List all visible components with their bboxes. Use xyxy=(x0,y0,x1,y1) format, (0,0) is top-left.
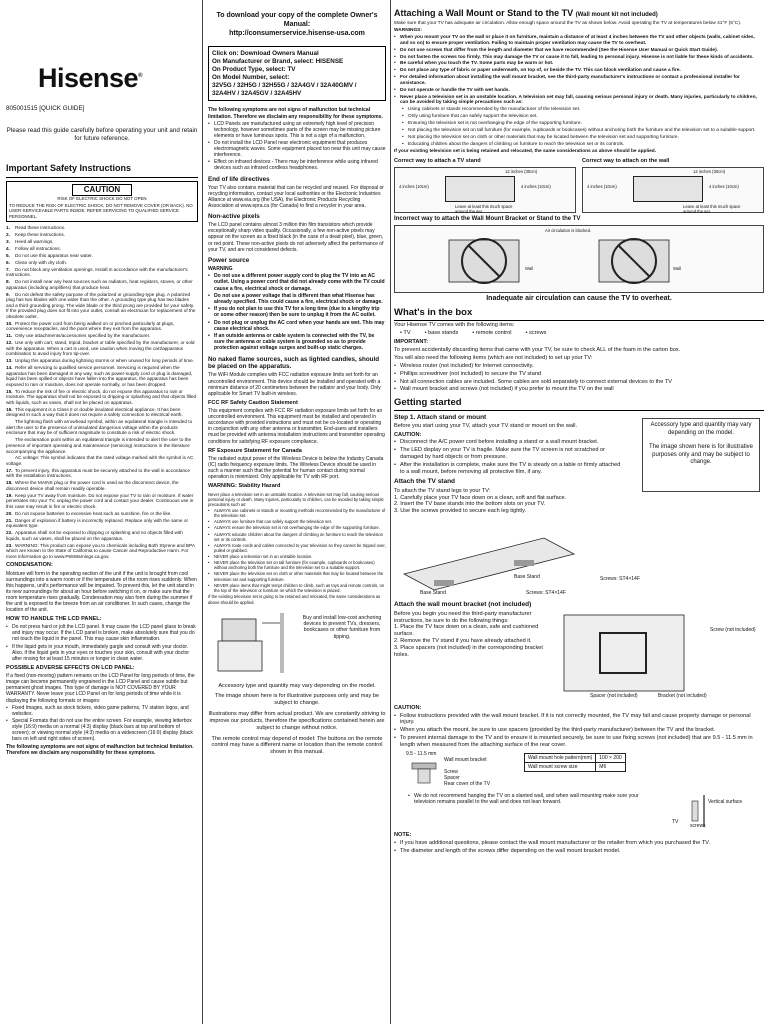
tip-over-icon xyxy=(212,611,292,677)
also-need: You will also need the following items (which are not included) to set up your TV: xyxy=(394,355,593,362)
condensation-text: Moisture will form in the operating section of the unit if the unit is brought from cool surroundings into a warm room or if the temperature of the room rises suddenly. When this happens, unit's performance will be impaired. To prevent this, let the unit stand in its new surroundings for about an hour before switching it on, or make sure that the room temperature rises gradually. Condensation may also form during the summer if the unit is exposed to the breeze from an air conditioner. In such cases, change the location of the unit. xyxy=(6,570,197,614)
air-blocked-label: Air circulation is blocked. xyxy=(545,227,592,233)
lcd-handling-heading: HOW TO HANDLE THE LCD PANEL: xyxy=(6,616,102,623)
recommend-item: • We do not recommend hanging the TV on a slanted wall, and when wall mounting make sure your television remains parallel to the wall and does not lean forward. xyxy=(408,793,644,806)
column-safety xyxy=(6,8,198,756)
warning-item: • Do not operate or handle the TV with wet hands. xyxy=(394,88,764,94)
lcd-handling-list xyxy=(6,624,198,662)
condensation-heading: CONDENSATION: xyxy=(6,562,53,569)
caution-subtitle: RISK OF ELECTRIC SHOCK DO NOT OPEN xyxy=(57,195,147,201)
wall-step: 2. Remove the TV stand if you have already attached it. xyxy=(394,638,532,645)
caution-item: • After the installation is complete, make sure the TV is steady on a table or firmly attached to a wall mount, before removing all protective film, if any. xyxy=(394,462,626,476)
note-item: • The diameter and length of the screws differ depending on the wall mount bracket model. xyxy=(394,848,764,855)
stand-step: 3. Use the screws provided to secure each leg tightly. xyxy=(394,508,527,515)
warning-item: • Never place a television set in an unstable location. A television set may fall, causing serious personal injury or death. Many injuries, particularly to children, can be avoided by taking simple precautions such as: xyxy=(394,95,764,107)
leave-space-label: Leave at least this much space around the set. xyxy=(455,203,513,214)
spec-cell: Wall mount screw size xyxy=(525,762,596,771)
warnings-end: If your existing television set is being retained and relocated, the same considerations as above should be applied. xyxy=(394,148,657,154)
safety-title: Important Safety Instructions xyxy=(6,163,198,178)
download-title: To download your copy of the complete Owner's Manual: xyxy=(216,12,378,28)
stability-item: • NEVER place the television set on tall furniture (for example, cupboards or bookcases) without anchoring both the furniture and the television set to a suitable support. xyxy=(208,560,386,570)
safety-item: 15. To reduce the risk of fire or electric shock, do not expose this apparatus to rain or moisture. The apparatus shall not be exposed to dripping or splashing and that objects filled with liquids, such as vases, shall not be placed on apparatus. xyxy=(6,388,197,405)
box-heading: What's in the box xyxy=(394,307,764,321)
air-circulation-intro: Make sure that your TV has adequate air circulation. Allow enough space around the TV as shown below. Avoid operating the TV at temperatures below 41°F (5°C). xyxy=(394,20,742,26)
dim-4-label: 4 inches (10cm) xyxy=(399,183,429,189)
stability-item: • ALWAYS route cords and cables connected to your television so they cannot be tripped over, pulled or grabbed. xyxy=(208,543,386,553)
accessory-note: Accessory type and quantity may vary depending on the model. xyxy=(218,682,376,689)
safety-item: AC voltage: This symbol indicates that the rated voltage marked with the symbol is AC voltage. xyxy=(6,455,194,466)
box-intro: Your Hisense TV comes with the following items: xyxy=(394,322,515,329)
warning-item: • Do not fasten the screws too firmly. This may damage the TV or cause it to fall, leading to personal injury. Hisense is not liable for these kinds of accidents. xyxy=(394,55,764,61)
fcc-text: This equipment complies with FCC RF radiation exposure limits set forth for an uncontrolled environment. This equipment must be installed and operated in accordance with provided instructions and must not be co-located or operating in conjunction with any other antenna or transmitter. End-users and installers must be provided with antenna installation instructions and transmitter operating conditions for satisfying RF exposure compliance. xyxy=(208,408,385,445)
getting-started-heading: Getting started xyxy=(394,397,764,411)
bracket-illustration xyxy=(554,611,704,697)
caution2-item: • To prevent internal damage to the TV and to ensure it is mounted securely, be sure to use fixing screws (not included) that are 9.5 - 11.5 mm in length when measured from the attaching surface of the rear cover. xyxy=(394,735,764,749)
stability-item: • ALWAYS ensure the television set is not overhanging the edge of the supporting furniture. xyxy=(208,525,386,530)
base-stand-label: Base Stand xyxy=(514,574,540,581)
screws-label: Screws: ST4×14F xyxy=(600,576,640,583)
safety-item: 11. Only use attachments/accessories specified by the manufacturer. xyxy=(6,333,151,339)
stability-item: • ALWAYS use cabinets or stands or mounting methods recommended by the manufacturer of the television set. xyxy=(208,508,386,518)
stand-text: To attach the TV stand legs to your TV: xyxy=(394,487,491,494)
stand-diagram xyxy=(394,167,576,213)
spec-table xyxy=(524,753,626,772)
screws2-label: screws xyxy=(690,822,706,829)
warnings-heading: WARNINGS: xyxy=(394,28,422,34)
caution-box xyxy=(6,181,198,222)
download-steps xyxy=(208,46,386,101)
vertical-label: Vertical surface xyxy=(708,798,743,805)
correct-stand-label: Correct way to attach a TV stand xyxy=(394,157,481,164)
power-heading: Power source xyxy=(208,256,250,264)
inadequate-note: Inadequate air circulation can cause the TV to overheat. xyxy=(486,294,672,302)
symptom-item: • Effect on infrared devices - There may be interference while using infrared devices such as infrared cordless headphones. xyxy=(208,159,386,171)
adverse-effects-item: • Special Formats that do not use the entire screen. For example, viewing letterbox style (16:9) media on a normal (4:3) display (black bars at top and bottom of screen); or viewing normal style (4:3) media on a widescreen (16:9) display (black bars on left and right sides of screen). xyxy=(6,718,198,742)
wall-mount-bracket-label: Wall mount bracket xyxy=(444,756,487,763)
screw-icon xyxy=(410,759,440,789)
safety-list xyxy=(6,225,198,559)
stability-text: Never place a television set in an unstable location. A television set may fall, causing serious personal injury or death. Many injuries, particularly to children, can be avoided by taking simple precautions such as: xyxy=(208,491,384,507)
box-items xyxy=(394,330,764,337)
spec-note: Illustrations may differ from actual product. We are constantly striving to improve our products, therefore the specifications contained herein are subject to change without notice. xyxy=(208,711,386,731)
stand-step: 2. Insert the TV base stands into the bottom slots on your TV. xyxy=(394,501,546,508)
wall-mount-section xyxy=(394,611,764,703)
adverse-effects-list xyxy=(6,705,198,743)
prohibited-icons xyxy=(399,232,759,292)
spacer-label: Spacer (not included) xyxy=(590,692,638,699)
wall-diagram xyxy=(582,167,764,213)
stability-end: If the existing television set is going to be retained and relocated, the same considerations as above should be applied. xyxy=(208,594,381,605)
safety-item: 23. WARNING: This product can expose you to chemicals including Both Styrene and BPA which are known to the State of California to cause Cancer and Reproductive Harm. For more information go to www.P65Warnings.ca.gov. xyxy=(6,542,195,559)
click-step: Click on: Download Owners Manual xyxy=(212,50,319,58)
bracket-label: Bracket (not included) xyxy=(658,692,707,699)
box-item: • remote control xyxy=(472,330,512,337)
important-heading: IMPORTANT: xyxy=(394,338,429,345)
wall-intro: Before you begin you need the third-party manufacturer instructions, be sure to do the following things: xyxy=(394,610,532,624)
safety-item: 5. Do not use this apparatus near water. xyxy=(6,252,93,258)
lcd-handling-item: • Do not press hard or jolt the LCD panel. It may cause the LCD panel glass to break and injury may occur. If the LCD panel is broken, make absolutely sure that you do not touch the liquid in the panel. This may cause skin inflammation. xyxy=(6,624,198,642)
safety-item: 4. Follow all instructions. xyxy=(6,245,61,251)
screw-label: Screw (not included) xyxy=(710,626,756,633)
mm-label: 9.5 - 11.5 mm xyxy=(406,750,437,757)
sub-warning-item: • Not placing the television set on tall furniture (for example, cupboards or bookcases) without anchoring both the furniture and the television set to a suitable support. xyxy=(402,128,764,134)
fcc-heading: FCC RF Safety Caution Statement xyxy=(208,399,298,406)
model-list: 32V5G / 32H5G / 32H55G / 32A4GV / 32A40GMV / 32A4HV / 32A45GV / 32A45HV xyxy=(212,81,357,97)
column-mounting xyxy=(394,8,764,855)
note-list xyxy=(394,840,764,855)
manufacturer-step: On Manufacturer or Brand, select: HISENSE xyxy=(212,58,344,66)
box-item: • base stands xyxy=(424,330,459,337)
screws-label: Screws: ST4×14F xyxy=(526,590,566,597)
dim-4-label: 4 inches (10cm) xyxy=(521,183,551,189)
column-divider xyxy=(202,0,203,1024)
anchor-illustration xyxy=(208,609,386,679)
lcd-handling-item: • If the liquid gets in your mouth, immediately gargle and consult with your doctor. Also, if the liquid gets in your eyes or touches your skin, consult with your doctor after rinsing for at least 15 minutes or longer in clean water. xyxy=(6,644,198,662)
stand-heading: Attach the TV stand xyxy=(394,478,456,486)
screw2-label: Screw xyxy=(444,768,458,775)
stability-item: • ALWAYS use furniture that can safely support the television set. xyxy=(208,519,386,524)
remote-note: The remote control may depend of model: The buttons on the remote control may have a different name or location than the remote control shown in this manual. xyxy=(211,735,383,756)
stability-item: • NEVER place the television set on cloth or other materials that may be located between the television set and supporting furniture. xyxy=(208,571,386,581)
wall-label: Wall xyxy=(673,265,681,271)
step1-text: Before you start using your TV, attach your TV stand or mount on the wall. xyxy=(394,423,578,430)
also-need-item: • Wall mount bracket and screws (not included) if you prefer to mount the TV on the wall xyxy=(394,386,764,393)
safety-item: The exclamation point within an equilateral triangle is intended to alert the user to the presence of important operating and maintenance (servicing) instructions in the literature accompanying the appliance. xyxy=(6,437,192,454)
ic-heading: RF Exposure Statement for Canada xyxy=(208,447,302,454)
wall-label: Wall xyxy=(525,265,533,271)
document-code: 805001515 [QUICK GUIDE] xyxy=(6,104,85,112)
caution-title: CAUTION xyxy=(72,184,132,196)
power-item: • Do not plug or unplug the AC cord when your hands are wet. This may cause electrical shock. xyxy=(208,320,386,332)
spec-cell: M6 xyxy=(596,762,625,771)
box-item: • TV xyxy=(400,330,411,337)
slant-section xyxy=(394,793,764,831)
incorrect-label: Incorrect way to attach the Wall Mount Bracket or Stand to the TV xyxy=(394,215,581,222)
model-step: On Model Number, select: xyxy=(212,73,290,81)
adverse-effects-item: • Fixed Images, such as stock tickers, video game patterns, TV station logos, and websites. xyxy=(6,705,198,717)
safety-item: 3. Heed all warnings. xyxy=(6,239,54,245)
spec-cell: Wall mount hole pattern(mm) xyxy=(525,753,596,762)
symptom-item: • Do not install the LCD Panel near electronic equipment that produces electromagnetic waves. Some equipment placed too near this unit may cause interference. xyxy=(208,140,386,158)
download-url[interactable]: http://consumerservice.hisense-usa.com xyxy=(229,29,365,37)
anchor-note: Buy and install low-cost anchoring devices to prevent TVs, dressers, bookcases or other furniture from tipping. xyxy=(302,614,382,640)
correct-wall-label: Correct way to attach on the wall xyxy=(582,157,670,164)
tv-shape xyxy=(445,176,515,202)
safety-item: 10. Protect the power cord from being walked on or pinched particularly at plugs, convenience receptacles, and the point where they exit from the apparatus. xyxy=(6,320,175,332)
spec-row xyxy=(525,753,626,762)
power-item: • Do not use a power voltage that is different than what Hisense has already specified. This could cause a fire, electrical shock or damage. xyxy=(208,293,386,305)
symptoms-text: The following symptoms are not signs of malfunction but technical limitation. Therefore we disclaim any responsibility for these symptoms. xyxy=(208,107,383,120)
safety-item: 1. Read these instructions. xyxy=(6,225,66,231)
safety-item: The lightning flash with arrowhead symbol, within an equilateral triangle is intended to alert the user to the presence of uninsulated dangerous voltage within the products enclosure that may be of sufficient magnitude to constitute a risk of electric shock. xyxy=(6,419,193,436)
correct-diagrams xyxy=(394,158,764,213)
caution-text: TO REDUCE THE RISK OF ELECTRIC SHOCK, DO NOT REMOVE COVER (OR BACK). NO USER-SERVICEABLE PARTS INSIDE. REFER SERVICING TO QUALIFIED SERVICE PERSONNEL. xyxy=(9,203,193,219)
safety-item: 16. This equipment is a Class II or double insulated electrical appliance. It has been designed in such a way that it does not require a safety connection to electrical earth. xyxy=(6,406,183,418)
rear-cover-label: Rear cover of the TV xyxy=(444,780,491,787)
power-list xyxy=(208,273,386,351)
safety-item: 7. Do not block any ventilation openings. Install in accordance with the manufacturer's instructions. xyxy=(6,266,188,278)
sub-warnings-list xyxy=(394,107,764,147)
wifi-text: The WiFi Module complies with FCC radiation exposure limits set forth for an uncontrolled environment. This device should be installed and operated with a minimum distance of 20 centimeters between the radiator and your body. Only applicable for Smart TV built-in wireless. xyxy=(208,372,381,397)
warnings-list xyxy=(394,35,764,106)
stability-item: • ALWAYS educate children about the dangers of climbing on furniture to reach the television set or its controls. xyxy=(208,532,386,542)
sub-warning-item: • Only using furniture that can safely support the television set. xyxy=(402,114,764,120)
also-need-item: • Not all connection cables are included. Some cables are sold separately to connect external devices to the TV xyxy=(394,379,764,386)
stability-item: • NEVER place items that might tempt children to climb, such as toys and remote controls, on the top of the television or furniture on which the television is placed. xyxy=(208,583,386,593)
safety-item: 20. Do not expose batteries to excessive heat such as sunshine, fire or the like. xyxy=(6,510,172,516)
power-item: • Do not use a different power supply cord to plug the TV into an AC outlet. Using a power cord that did not already come with the TV could cause a fire, electrical shock or damage. xyxy=(208,273,386,292)
caution2-item: • Follow instructions provided with the wall mount bracket. If it is not correctly mounted, the TV may fall and cause property damage or personal injury. xyxy=(394,713,764,727)
power-item: • If you do not plan to use this TV for a long time (due to a lengthy trip or some other reason) then be sure to unplug it from the AC outlet. xyxy=(208,306,386,318)
accessory-note-box: Accessory type and quantity may vary depending on the model. The image shown here is for illustrative purposes only and may be subject to change. xyxy=(642,418,760,492)
screw-spec-section xyxy=(394,751,764,791)
safety-item: 17. To prevent injury, this apparatus must be securely attached to the wall in accordance with the installation instructions. xyxy=(6,467,191,479)
hisense-logo: Hisense® xyxy=(38,63,142,93)
spacer2-label: Spacer xyxy=(444,774,460,781)
warning-item: • Do not place any type of fabric or paper underneath, on top of, or beside the TV. This can block ventilation and cause a fire. xyxy=(394,68,764,74)
column-manual xyxy=(208,8,386,756)
dim-12-label: 12 inches (30cm) xyxy=(505,168,538,174)
safety-item: 8. Do not install near any heat sources such as radiators, heat registers, stoves, or other apparatus (including amplifiers) that produce heat. xyxy=(6,279,193,290)
also-need-list xyxy=(394,363,764,393)
safety-item: 6. Clean only with dry cloth. xyxy=(6,259,68,265)
caution2-item: • When you attach the mount, be sure to use spacers (provided by the third-party manufacturer) between the TV and the bracket. xyxy=(394,727,764,734)
symptom-item: • LCD Panels are manufactured using an extremely high level of precision technology, however sometimes parts of the screen may be missing picture elements or have luminous spots. This is not a sign of a malfunction. xyxy=(208,121,386,139)
caution2-heading: CAUTION: xyxy=(394,704,422,711)
dim-4-label: 4 inches (10cm) xyxy=(709,183,739,189)
safety-item: 18. Where the MAINS plug or the power cord is used as the disconnect device, the disconnect device shall remain readily operable. xyxy=(6,480,179,491)
nonactive-text: The LCD panel contains almost 3 million thin film transistors which provide exceptionally sharp video quality. Occasionally, a few non-active pixels may appear on the screen as a fixed black (in the case of a dead pixel), blue, green, or red point. These non-active pixels do not adversely affect the performance of your TV, and are not considered defects. xyxy=(208,222,384,253)
column-divider xyxy=(390,0,391,1024)
wall-mount-heading: Attach the wall mount bracket (not included) xyxy=(394,601,532,609)
safety-item: 22. Apparatus shall not be exposed to dripping or splashing and no objects filled with liquids, such as vases, shall be placed on the apparatus. xyxy=(6,530,183,541)
also-need-item: • Wireless router (not included) for Internet connectivity. xyxy=(394,363,764,370)
product-type-step: On Product Type, select: TV xyxy=(212,65,296,73)
base-stand-label: Base Stand xyxy=(420,590,446,597)
wall-step: 3. Place spacers (not included) in the corresponding bracket holes. xyxy=(394,644,543,658)
warning-item: • When you mount your TV on the wall or place it on furniture, maintain a distance of at least 4 inches between the TV and other objects (walls, cabinet sides, and so on) to ensure proper ventilation. Failing to maintain proper ventilation may cause the TV to overheat. xyxy=(394,35,764,47)
wall-step: 1. Place the TV face down on a clean, safe and cushioned surface. xyxy=(394,624,539,638)
caution-item: • The LED display on your TV is fragile. Make sure the TV screen is not scratched or damaged by hard objects or from pressure. xyxy=(394,447,626,461)
caution2-list xyxy=(394,713,764,749)
flame-heading: No naked flame sources, such as lighted candles, should be placed on the apparatus. xyxy=(208,355,380,371)
keep-guide-note: Please read this guide carefully before operating your unit and retain for future reference. xyxy=(6,126,198,142)
incorrect-diagram xyxy=(394,225,764,293)
safety-item: 9. Do not defeat the safety purpose of the polarized or grounding-type plug. A polarized plug has two blades with one wider than the other. A grounding type plug has two blades and a third grounding prong. The wide blade or the third prong are provided for your safety. If the provided plug does not fit into your outlet, consult an electrician for replacement of the obsolete outlet. xyxy=(6,291,196,319)
sub-warning-item: • Ensuring the television set is not overhanging the edge of the supporting furniture. xyxy=(402,121,764,127)
stability-item: • NEVER place a television set in an unstable location. xyxy=(208,554,386,559)
mounting-title: Attaching a Wall Mount or Stand to the TV (Wall mount kit not included) xyxy=(394,8,658,18)
illustration-note: The image shown here is for illustrative purposes only and may be subject to change. xyxy=(214,693,380,707)
warning-item: • Do not use screws that differ from the length and diameter that we have recommended (See the Hisense User Manual or Quick Start Guide). xyxy=(394,48,764,54)
stand-illustration xyxy=(394,534,604,597)
step1-heading: Step 1. Attach stand or mount xyxy=(394,413,487,421)
ic-text: The radiated output power of the Wireless Device is below the Industry Canada (IC) radio frequency exposure limits. The Wireless Device should be used in such a manner such that the potential for human contact during normal operation is minimized. Only applicable for TV with RF port. xyxy=(208,455,384,481)
stability-list xyxy=(208,508,386,593)
power-item: • If an outside antenna or cable system is connected with the TV, be sure the antenna or cable system is grounded so as to provide protection against voltage surges and built-up static charges. xyxy=(208,333,386,352)
stand-step: 1. Carefully place your TV face down on a clean, soft and flat surface. xyxy=(394,494,567,501)
spec-cell: 100 × 200 xyxy=(596,753,625,762)
important-text: To prevent accidentally discarding items that came with your TV, be sure to check ALL of the foam in the carton box. xyxy=(394,346,681,353)
nonactive-heading: Non-active pixels xyxy=(208,213,260,221)
safety-item: 2. Keep these instructions. xyxy=(6,232,66,238)
safety-item: 12. Use only with cart, stand, tripod, bracket or table specified by the manufacturer, or sold with the apparatus. When a cart is used, use caution when moving the cart/apparatus combination to avoid injury from tip-over. xyxy=(6,340,195,357)
power-warning: WARNING xyxy=(208,265,233,272)
also-need-item: • Phillips screwdriver (not included) to secure the TV stand xyxy=(394,371,764,378)
warning-item: • Be careful when you touch the TV. Some parts may be warm or hot. xyxy=(394,61,764,67)
safety-item: 19. Keep your TV away from moisture. Do not expose your TV to rain or moisture. If water penetrates into your TV, unplug the power cord and contact your dealer. Continuous use in this case may result in fire or electric shock. xyxy=(6,492,194,509)
stand-steps xyxy=(394,495,626,515)
dim-4-label: 4 inches (10cm) xyxy=(587,183,617,189)
warning-item: • For detailed information about installing the wall mount bracket, see the third-party manufacturer's instructions or contact a professional installer for assistance. xyxy=(394,75,764,87)
spec-row xyxy=(525,762,626,771)
footer-note: The following symptoms are not signs of malfunction but technical limitation. Therefore we disclaim any responsibility for these symptoms. xyxy=(6,743,194,756)
caution-list xyxy=(394,439,626,475)
note-item: • If you have additional questions, please contact the wall mount manufacturer or the retailer from which you purchased the TV. xyxy=(394,840,764,847)
dim-12-label: 12 inches (30cm) xyxy=(693,168,726,174)
recommend-list xyxy=(394,793,644,806)
safety-item: 13. Unplug this apparatus during lightning storms or when unused for long periods of time. xyxy=(6,358,195,364)
sub-warning-item: • Not placing the television set on cloth or other materials that may be located between the television set and supporting furniture. xyxy=(402,135,764,141)
stability-heading: WARNING: Stability Hazard xyxy=(208,483,281,490)
eol-text: Your TV also contains material that can be recycled and reused. For disposal or recycling information, contact your local authorities or the Electronic Industries Alliance at www.eia.org (the USA), the Electronic Products Recycling Association at www.epra.ca (for Canada) to find a recycler in your area. xyxy=(208,184,384,210)
sub-warning-item: • Using cabinets or stands recommended by the manufacturer of the television set. xyxy=(402,107,764,113)
box-item: • screws xyxy=(525,330,547,337)
adverse-effects-text: If a fixed (non-moving) pattern remains on the LCD Panel for long periods of time, the image can become permanently engrained in the LCD Panel and cause subtle but permanent ghost images. This type of damage is NOT COVERED BY YOUR WARRANTY. Never leave your LCD Panel on for long periods of time while it is displaying the following formats or images: xyxy=(6,673,195,704)
sub-warning-item: • Educating children about the dangers of climbing on furniture to reach the television set or its controls. xyxy=(402,142,764,148)
eol-heading: End of life directives xyxy=(208,175,270,183)
leave-space-label: Leave at least this much space around the set. xyxy=(683,203,741,214)
adverse-effects-heading: POSSIBLE ADVERSE EFFECTS ON LCD PANEL: xyxy=(6,664,135,671)
caution-heading: CAUTION: xyxy=(394,431,422,438)
caution-item: • Disconnect the A/C power cord before installing a stand or a wall mount bracket. xyxy=(394,439,626,446)
wall-steps xyxy=(394,624,544,658)
symptoms-list xyxy=(208,121,386,172)
tv-shape xyxy=(633,176,703,202)
safety-item: 21. Danger of explosion if battery is incorrectly replaced. Replace only with the same or equivalent type. xyxy=(6,517,189,529)
tv-label: TV xyxy=(672,818,679,825)
note-heading: NOTE: xyxy=(394,832,412,839)
safety-item: 14. Refer all servicing to qualified service personnel. Servicing is required when the apparatus has been damaged in any way, such as power-supply cord or plug is damaged, liquid has been spilled or objects have fallen into the apparatus, the apparatus has been exposed to rain or moisture, does not operate normally, or has been dropped. xyxy=(6,365,193,387)
